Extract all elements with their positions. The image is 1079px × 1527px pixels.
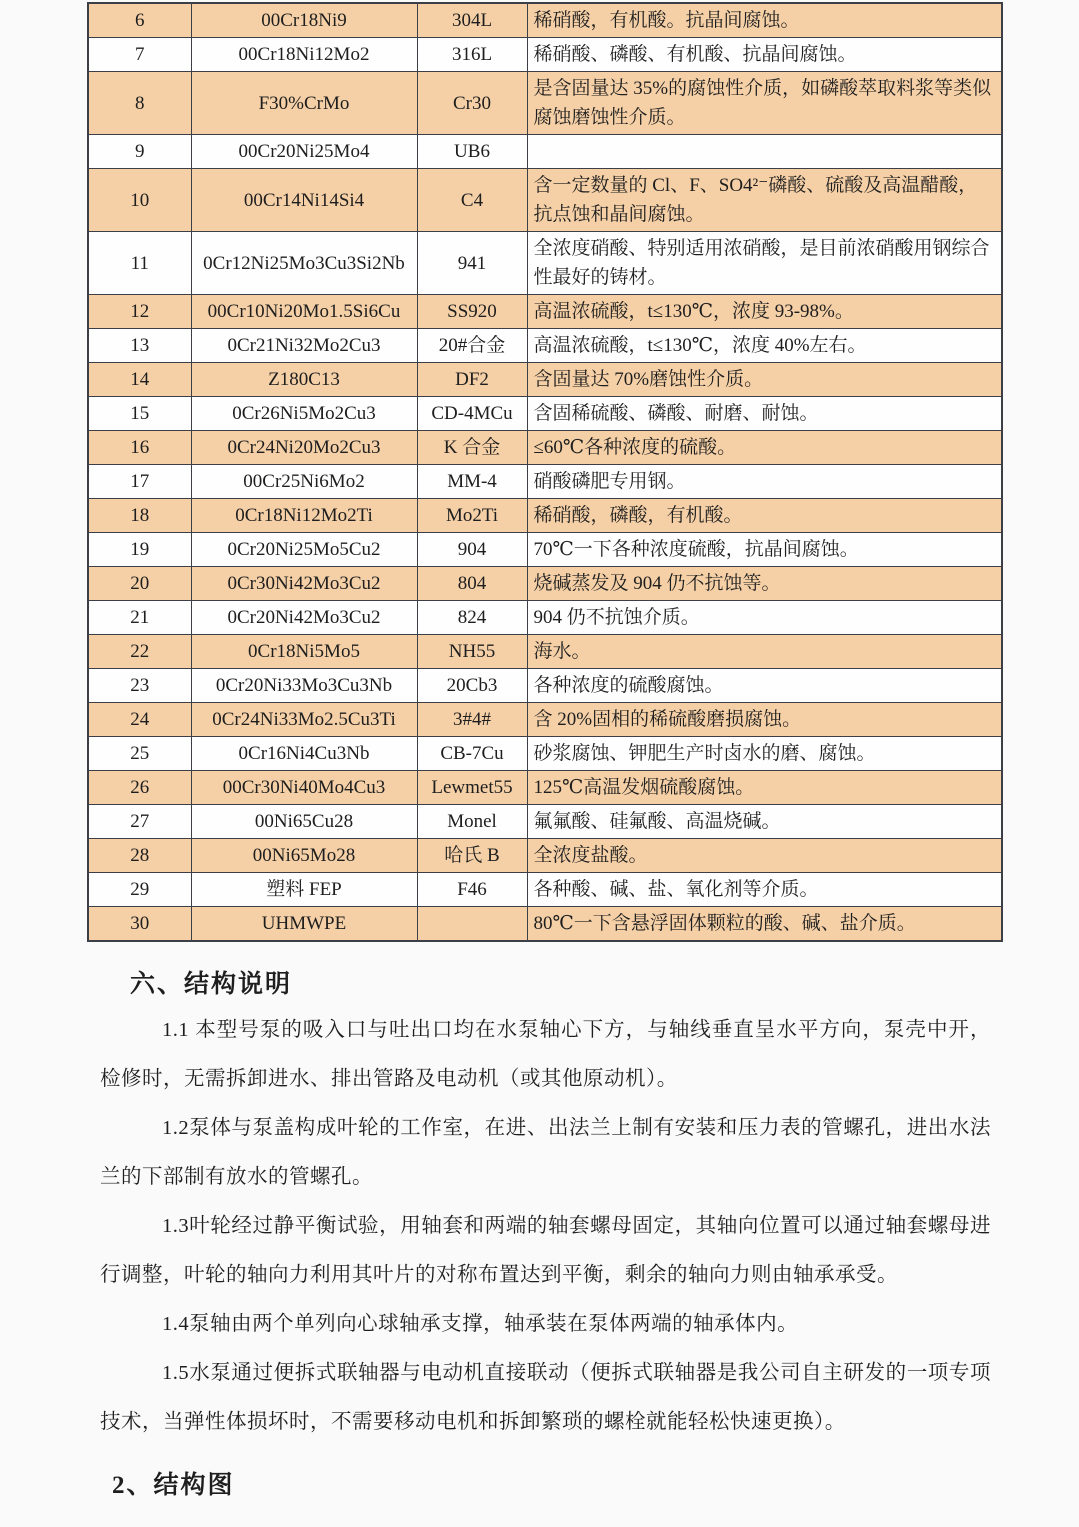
cell-material: UHMWPE: [191, 907, 417, 942]
paragraph-1-3: 1.3叶轮经过静平衡试验，用轴套和两端的轴套螺母固定，其轴向位置可以通过轴套螺母进行调整，叶轮的轴向力利用其叶片的对称布置达到平衡，剩余的轴向力则由轴承承受。: [100, 1215, 991, 1286]
cell-material: 0Cr20Ni42Mo3Cu2: [191, 601, 417, 635]
table-row: [88, 72, 1002, 135]
cell-desc: 904 仍不抗蚀介质。: [527, 601, 1002, 635]
table-row: [88, 363, 1002, 397]
cell-no: 6: [88, 3, 191, 38]
cell-code: 316L: [417, 38, 527, 72]
cell-desc: [527, 135, 1002, 169]
cell-no: 23: [88, 669, 191, 703]
cell-desc: 125℃高温发烟硫酸腐蚀。: [527, 771, 1002, 805]
section-title-structure: 六、结构说明: [130, 971, 293, 998]
cell-desc: 含固稀硫酸、磷酸、耐磨、耐蚀。: [527, 397, 1002, 431]
cell-code: Cr30: [417, 72, 527, 135]
cell-no: 24: [88, 703, 191, 737]
cell-code: 20#合金: [417, 329, 527, 363]
cell-material: 0Cr24Ni33Mo2.5Cu3Ti: [191, 703, 417, 737]
cell-desc: 稀硝酸，磷酸，有机酸。: [527, 499, 1002, 533]
cell-material: 塑料 FEP: [191, 873, 417, 907]
table-row: [88, 329, 1002, 363]
cell-code: Mo2Ti: [417, 499, 527, 533]
cell-material: 0Cr26Ni5Mo2Cu3: [191, 397, 417, 431]
cell-desc: 全浓度盐酸。: [527, 839, 1002, 873]
cell-no: 25: [88, 737, 191, 771]
section-title-structure-diagram: 2、结构图: [112, 1472, 235, 1499]
cell-no: 28: [88, 839, 191, 873]
cell-code: UB6: [417, 135, 527, 169]
cell-material: 0Cr16Ni4Cu3Nb: [191, 737, 417, 771]
cell-desc: 海水。: [527, 635, 1002, 669]
cell-desc: 各种酸、碱、盐、氧化剂等介质。: [527, 873, 1002, 907]
cell-desc: 含 20%固相的稀硫酸磨损腐蚀。: [527, 703, 1002, 737]
cell-desc: 稀硝酸、磷酸、有机酸、抗晶间腐蚀。: [527, 38, 1002, 72]
cell-no: 18: [88, 499, 191, 533]
cell-desc: 全浓度硝酸、特别适用浓硝酸，是目前浓硝酸用钢综合性最好的铸材。: [527, 232, 1002, 295]
cell-no: 15: [88, 397, 191, 431]
cell-material: 00Cr30Ni40Mo4Cu3: [191, 771, 417, 805]
cell-code: Lewmet55: [417, 771, 527, 805]
cell-desc: 含一定数量的 Cl、F、SO4²⁻磷酸、硫酸及高温醋酸，抗点蚀和晶间腐蚀。: [527, 169, 1002, 232]
structure-description-section: [0, 942, 1079, 1501]
cell-code: CD-4MCu: [417, 397, 527, 431]
paragraph-1-1: 1.1 本型号泵的吸入口与吐出口均在水泵轴心下方，与轴线垂直呈水平方向，泵壳中开，检修时，无需拆卸进水、排出管路及电动机（或其他原动机）。: [100, 1019, 991, 1090]
cell-material: 00Ni65Cu28: [191, 805, 417, 839]
cell-code: K 合金: [417, 431, 527, 465]
table-row: [88, 567, 1002, 601]
cell-code: 304L: [417, 3, 527, 38]
cell-material: 00Cr10Ni20Mo1.5Si6Cu: [191, 295, 417, 329]
cell-no: 13: [88, 329, 191, 363]
cell-code: 824: [417, 601, 527, 635]
table-row: [88, 873, 1002, 907]
cell-no: 27: [88, 805, 191, 839]
cell-material: 0Cr21Ni32Mo2Cu3: [191, 329, 417, 363]
cell-no: 22: [88, 635, 191, 669]
cell-no: 19: [88, 533, 191, 567]
cell-desc: 70℃一下各种浓度硫酸，抗晶间腐蚀。: [527, 533, 1002, 567]
table-row: [88, 135, 1002, 169]
cell-desc: 各种浓度的硫酸腐蚀。: [527, 669, 1002, 703]
cell-code: 804: [417, 567, 527, 601]
table-row: [88, 397, 1002, 431]
cell-no: 11: [88, 232, 191, 295]
cell-desc: ≤60℃各种浓度的硫酸。: [527, 431, 1002, 465]
table-row: [88, 771, 1002, 805]
cell-material: 0Cr20Ni25Mo5Cu2: [191, 533, 417, 567]
table-row: [88, 499, 1002, 533]
table-row: [88, 703, 1002, 737]
cell-code: 904: [417, 533, 527, 567]
cell-material: 00Cr14Ni14Si4: [191, 169, 417, 232]
cell-code: NH55: [417, 635, 527, 669]
cell-no: 21: [88, 601, 191, 635]
cell-code: 哈氏 B: [417, 839, 527, 873]
cell-no: 16: [88, 431, 191, 465]
cell-material: 0Cr18Ni5Mo5: [191, 635, 417, 669]
table-row: [88, 805, 1002, 839]
table-row: [88, 295, 1002, 329]
cell-no: 20: [88, 567, 191, 601]
cell-no: 7: [88, 38, 191, 72]
cell-no: 30: [88, 907, 191, 942]
cell-no: 8: [88, 72, 191, 135]
cell-no: 12: [88, 295, 191, 329]
table-row: [88, 839, 1002, 873]
cell-material: 00Ni65Mo28: [191, 839, 417, 873]
cell-material: 00Cr18Ni9: [191, 3, 417, 38]
cell-no: 29: [88, 873, 191, 907]
cell-desc: 高温浓硫酸，t≤130℃，浓度 93-98%。: [527, 295, 1002, 329]
cell-material: 00Cr20Ni25Mo4: [191, 135, 417, 169]
cell-material: 0Cr20Ni33Mo3Cu3Nb: [191, 669, 417, 703]
cell-code: SS920: [417, 295, 527, 329]
cell-no: 17: [88, 465, 191, 499]
cell-material: 0Cr12Ni25Mo3Cu3Si2Nb: [191, 232, 417, 295]
cell-code: 3#4#: [417, 703, 527, 737]
table-row: [88, 38, 1002, 72]
cell-material: 0Cr18Ni12Mo2Ti: [191, 499, 417, 533]
table-row: [88, 232, 1002, 295]
cell-code: C4: [417, 169, 527, 232]
cell-code: 20Cb3: [417, 669, 527, 703]
cell-code: Monel: [417, 805, 527, 839]
cell-material: 0Cr24Ni20Mo2Cu3: [191, 431, 417, 465]
cell-code: 941: [417, 232, 527, 295]
cell-code: MM-4: [417, 465, 527, 499]
cell-code: [417, 907, 527, 942]
cell-desc: 硝酸磷肥专用钢。: [527, 465, 1002, 499]
paragraph-1-4: 1.4泵轴由两个单列向心球轴承支撑，轴承装在泵体两端的轴承体内。: [162, 1313, 799, 1335]
cell-material: F30%CrMo: [191, 72, 417, 135]
table-row: [88, 907, 1002, 942]
cell-material: 00Cr18Ni12Mo2: [191, 38, 417, 72]
table-row: [88, 737, 1002, 771]
table-row: [88, 3, 1002, 38]
table-row: [88, 465, 1002, 499]
cell-material: 0Cr30Ni42Mo3Cu2: [191, 567, 417, 601]
cell-desc: 是含固量达 35%的腐蚀性介质，如磷酸萃取料浆等类似腐蚀磨蚀性介质。: [527, 72, 1002, 135]
cell-material: 00Cr25Ni6Mo2: [191, 465, 417, 499]
cell-material: Z180C13: [191, 363, 417, 397]
cell-code: CB-7Cu: [417, 737, 527, 771]
cell-desc: 高温浓硫酸，t≤130℃，浓度 40%左右。: [527, 329, 1002, 363]
material-corrosion-table: [87, 2, 1003, 942]
paragraph-1-5: 1.5水泵通过便拆式联轴器与电动机直接联动（便拆式联轴器是我公司自主研发的一项专项技术，当弹性体损坏时，不需要移动电机和拆卸繁琐的螺栓就能轻松快速更换）。: [100, 1362, 991, 1433]
cell-desc: 砂浆腐蚀、钾肥生产时卤水的磨、腐蚀。: [527, 737, 1002, 771]
cell-no: 10: [88, 169, 191, 232]
cell-code: F46: [417, 873, 527, 907]
cell-desc: 80℃一下含悬浮固体颗粒的酸、碱、盐介质。: [527, 907, 1002, 942]
material-table-body: [88, 3, 1002, 941]
cell-code: DF2: [417, 363, 527, 397]
table-row: [88, 669, 1002, 703]
cell-desc: 稀硝酸，有机酸。抗晶间腐蚀。: [527, 3, 1002, 38]
cell-no: 14: [88, 363, 191, 397]
table-row: [88, 431, 1002, 465]
cell-desc: 烧碱蒸发及 904 仍不抗蚀等。: [527, 567, 1002, 601]
cell-no: 9: [88, 135, 191, 169]
table-row: [88, 635, 1002, 669]
cell-desc: 含固量达 70%磨蚀性介质。: [527, 363, 1002, 397]
table-row: [88, 601, 1002, 635]
cell-desc: 氟氟酸、硅氟酸、高温烧碱。: [527, 805, 1002, 839]
table-row: [88, 169, 1002, 232]
paragraph-1-2: 1.2泵体与泵盖构成叶轮的工作室，在进、出法兰上制有安装和压力表的管螺孔，进出水法兰的下部制有放水的管螺孔。: [100, 1117, 991, 1188]
table-row: [88, 533, 1002, 567]
cell-no: 26: [88, 771, 191, 805]
